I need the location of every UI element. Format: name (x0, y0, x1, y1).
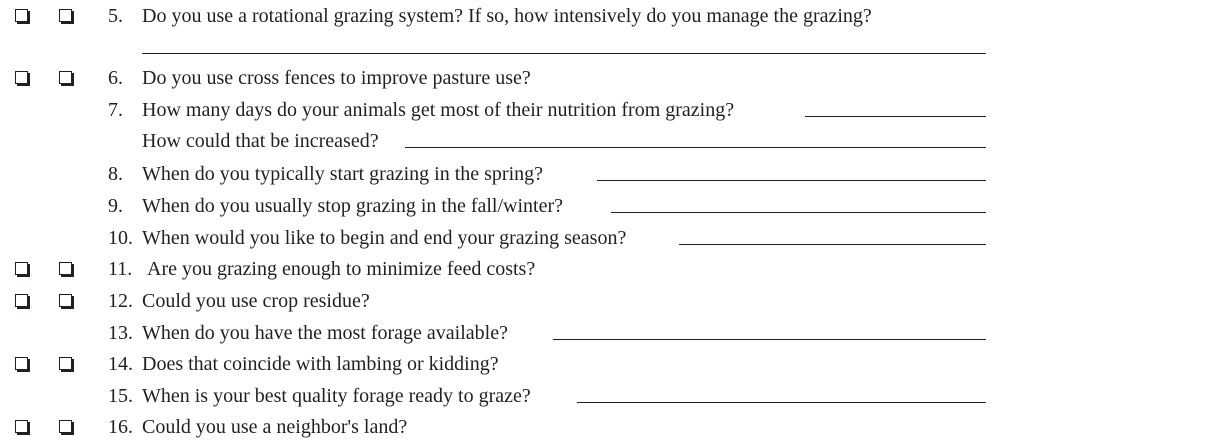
question-text: Could you use crop residue? (142, 290, 370, 312)
question-number: 7. (108, 99, 123, 121)
answer-line[interactable] (577, 402, 986, 403)
question-16 (0, 413, 1210, 443)
yes-checkbox[interactable] (15, 294, 28, 307)
question-10 (0, 224, 1210, 254)
no-checkbox[interactable] (59, 420, 72, 433)
question-number: 5. (108, 5, 123, 27)
question-number: 13. (108, 322, 133, 344)
answer-line[interactable] (597, 180, 986, 181)
no-checkbox[interactable] (59, 294, 72, 307)
question-7 (0, 96, 1210, 126)
no-checkbox[interactable] (59, 357, 72, 370)
question-number: 14. (108, 353, 133, 375)
question-9 (0, 192, 1210, 222)
question-number: 15. (108, 385, 133, 407)
question-number: 6. (108, 67, 123, 89)
question-number: 10. (108, 227, 133, 249)
question-15 (0, 382, 1210, 412)
question-number: 9. (108, 195, 123, 217)
yes-checkbox[interactable] (15, 357, 28, 370)
question-text: Do you use a rotational grazing system? If so, how intensively do you manage the grazing? (142, 5, 872, 27)
question-5 (0, 2, 1210, 32)
question-text: When do you usually stop grazing in the fall/winter? (142, 195, 564, 217)
question-text: Could you use a neighbor's land? (142, 416, 408, 438)
answer-line[interactable] (553, 339, 986, 340)
question-number: 16. (108, 416, 133, 438)
question-number: 8. (108, 163, 123, 185)
answer-line[interactable] (611, 212, 986, 213)
question-7-followup (0, 127, 1210, 157)
yes-checkbox[interactable] (15, 71, 28, 84)
question-text: Does that coincide with lambing or kidding? (142, 353, 499, 375)
question-6 (0, 64, 1210, 94)
question-13 (0, 319, 1210, 349)
question-5-answer-row (0, 33, 1210, 63)
answer-line[interactable] (142, 53, 986, 54)
yes-checkbox[interactable] (15, 420, 28, 433)
question-text: How could that be increased? (142, 130, 379, 152)
no-checkbox[interactable] (59, 9, 72, 22)
question-text: Are you grazing enough to minimize feed costs? (147, 258, 536, 280)
question-number: 11. (108, 258, 133, 280)
question-8 (0, 160, 1210, 190)
answer-line[interactable] (805, 116, 986, 117)
question-11 (0, 255, 1210, 285)
question-text: When would you like to begin and end your grazing season? (142, 227, 627, 249)
question-text: When do you typically start grazing in the spring? (142, 163, 544, 185)
question-12 (0, 287, 1210, 317)
yes-checkbox[interactable] (15, 262, 28, 275)
question-text: Do you use cross fences to improve pasture use? (142, 67, 531, 89)
answer-line[interactable] (405, 147, 986, 148)
question-14 (0, 350, 1210, 380)
no-checkbox[interactable] (59, 71, 72, 84)
question-text: How many days do your animals get most of their nutrition from grazing? (142, 99, 735, 121)
question-text: When do you have the most forage available? (142, 322, 508, 344)
yes-checkbox[interactable] (15, 9, 28, 22)
question-text: When is your best quality forage ready to graze? (142, 385, 531, 407)
answer-line[interactable] (679, 244, 986, 245)
no-checkbox[interactable] (59, 262, 72, 275)
question-number: 12. (108, 290, 133, 312)
